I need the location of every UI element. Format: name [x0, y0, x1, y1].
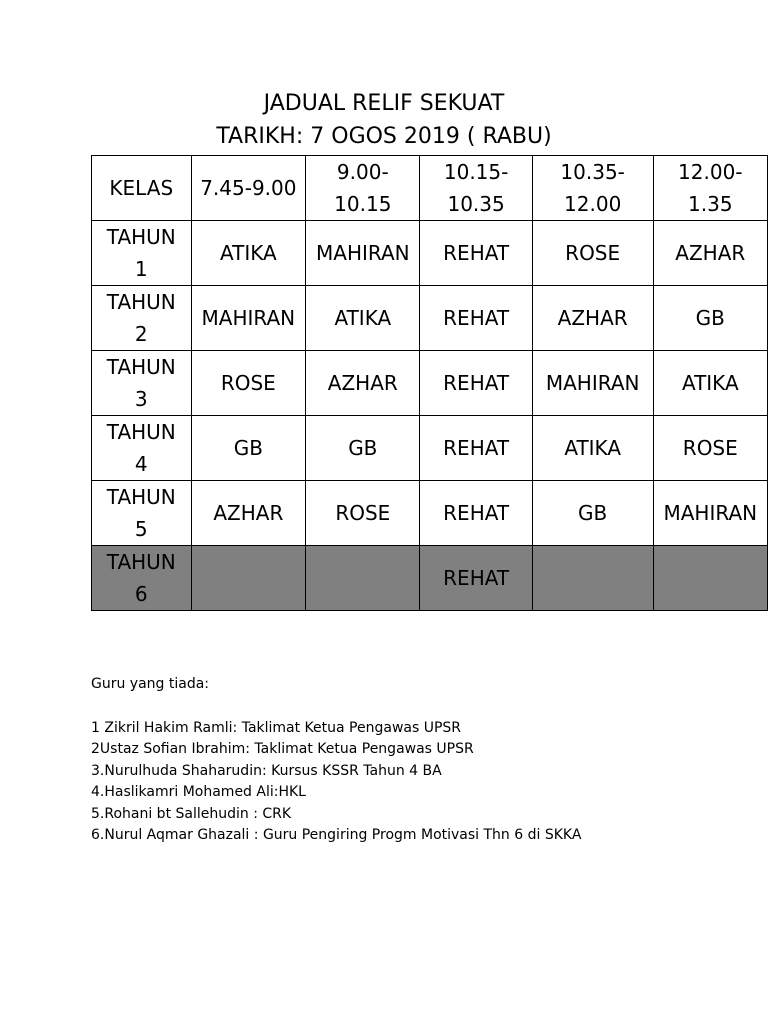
table-cell: AZHAR [532, 286, 653, 351]
table-cell [306, 546, 420, 611]
row-kelas: TAHUN 6 [92, 546, 192, 611]
header-slot-1: 7.45-9.00 [191, 156, 306, 221]
table-cell: GB [532, 481, 653, 546]
notes-heading: Guru yang tiada: [91, 676, 210, 692]
table-row [92, 286, 768, 351]
table-cell: ATIKA [532, 416, 653, 481]
relief-schedule-table [91, 155, 768, 611]
notes-item: 2Ustaz Sofian Ibrahim: Taklimat Ketua Pengawas UPSR [91, 741, 474, 757]
document-date: TARIKH: 7 OGOS 2019 ( RABU) [216, 124, 552, 149]
header-slot-5: 12.00- 1.35 [653, 156, 767, 221]
header-slot-2: 9.00- 10.15 [306, 156, 420, 221]
row-kelas: TAHUN 4 [92, 416, 192, 481]
table-cell: MAHIRAN [653, 481, 767, 546]
table-cell: GB [653, 286, 767, 351]
table-cell: AZHAR [653, 221, 767, 286]
notes-spacer [91, 696, 581, 718]
table-cell: ROSE [653, 416, 767, 481]
table-cell: REHAT [420, 546, 532, 611]
table-cell: ATIKA [653, 351, 767, 416]
header-slot-3: 10.15- 10.35 [420, 156, 532, 221]
header-kelas: KELAS [92, 156, 192, 221]
table-cell: REHAT [420, 286, 532, 351]
notes-item: 6.Nurul Aqmar Ghazali : Guru Pengiring Progm Motivasi Thn 6 di SKKA [91, 827, 582, 843]
table-cell: REHAT [420, 221, 532, 286]
row-kelas: TAHUN 3 [92, 351, 192, 416]
table-cell: ATIKA [191, 221, 306, 286]
row-kelas: TAHUN 5 [92, 481, 192, 546]
table-cell [191, 546, 306, 611]
table-cell: ROSE [306, 481, 420, 546]
absent-teachers-notes [91, 674, 581, 847]
table-cell: MAHIRAN [191, 286, 306, 351]
notes-item: 1 Zikril Hakim Ramli: Taklimat Ketua Pengawas UPSR [91, 719, 462, 736]
table-cell: MAHIRAN [306, 221, 420, 286]
table-row [92, 416, 768, 481]
table-cell: REHAT [420, 351, 532, 416]
table-cell: AZHAR [191, 481, 306, 546]
table-cell: ROSE [191, 351, 306, 416]
table-row [92, 481, 768, 546]
table-cell: REHAT [420, 416, 532, 481]
table-cell [532, 546, 653, 611]
table-cell: GB [306, 416, 420, 481]
row-kelas: TAHUN 1 [92, 221, 192, 286]
table-row-shaded [92, 546, 768, 611]
table-row [92, 221, 768, 286]
table-cell: REHAT [420, 481, 532, 546]
header-slot-4: 10.35- 12.00 [532, 156, 653, 221]
table-cell: MAHIRAN [532, 351, 653, 416]
table-cell [653, 546, 767, 611]
notes-item: 3.Nurulhuda Shaharudin: Kursus KSSR Tahun 4 BA [91, 762, 442, 779]
table-cell: AZHAR [306, 351, 420, 416]
table-cell: GB [191, 416, 306, 481]
notes-item: 4.Haslikamri Mohamed Ali:HKL [91, 784, 306, 800]
notes-item: 5.Rohani bt Sallehudin : CRK [91, 805, 292, 822]
table-cell: ATIKA [306, 286, 420, 351]
table-header-row [92, 156, 768, 221]
table-cell: ROSE [532, 221, 653, 286]
table-row [92, 351, 768, 416]
row-kelas: TAHUN 2 [92, 286, 192, 351]
document-title: JADUAL RELIF SEKUAT [263, 91, 505, 116]
